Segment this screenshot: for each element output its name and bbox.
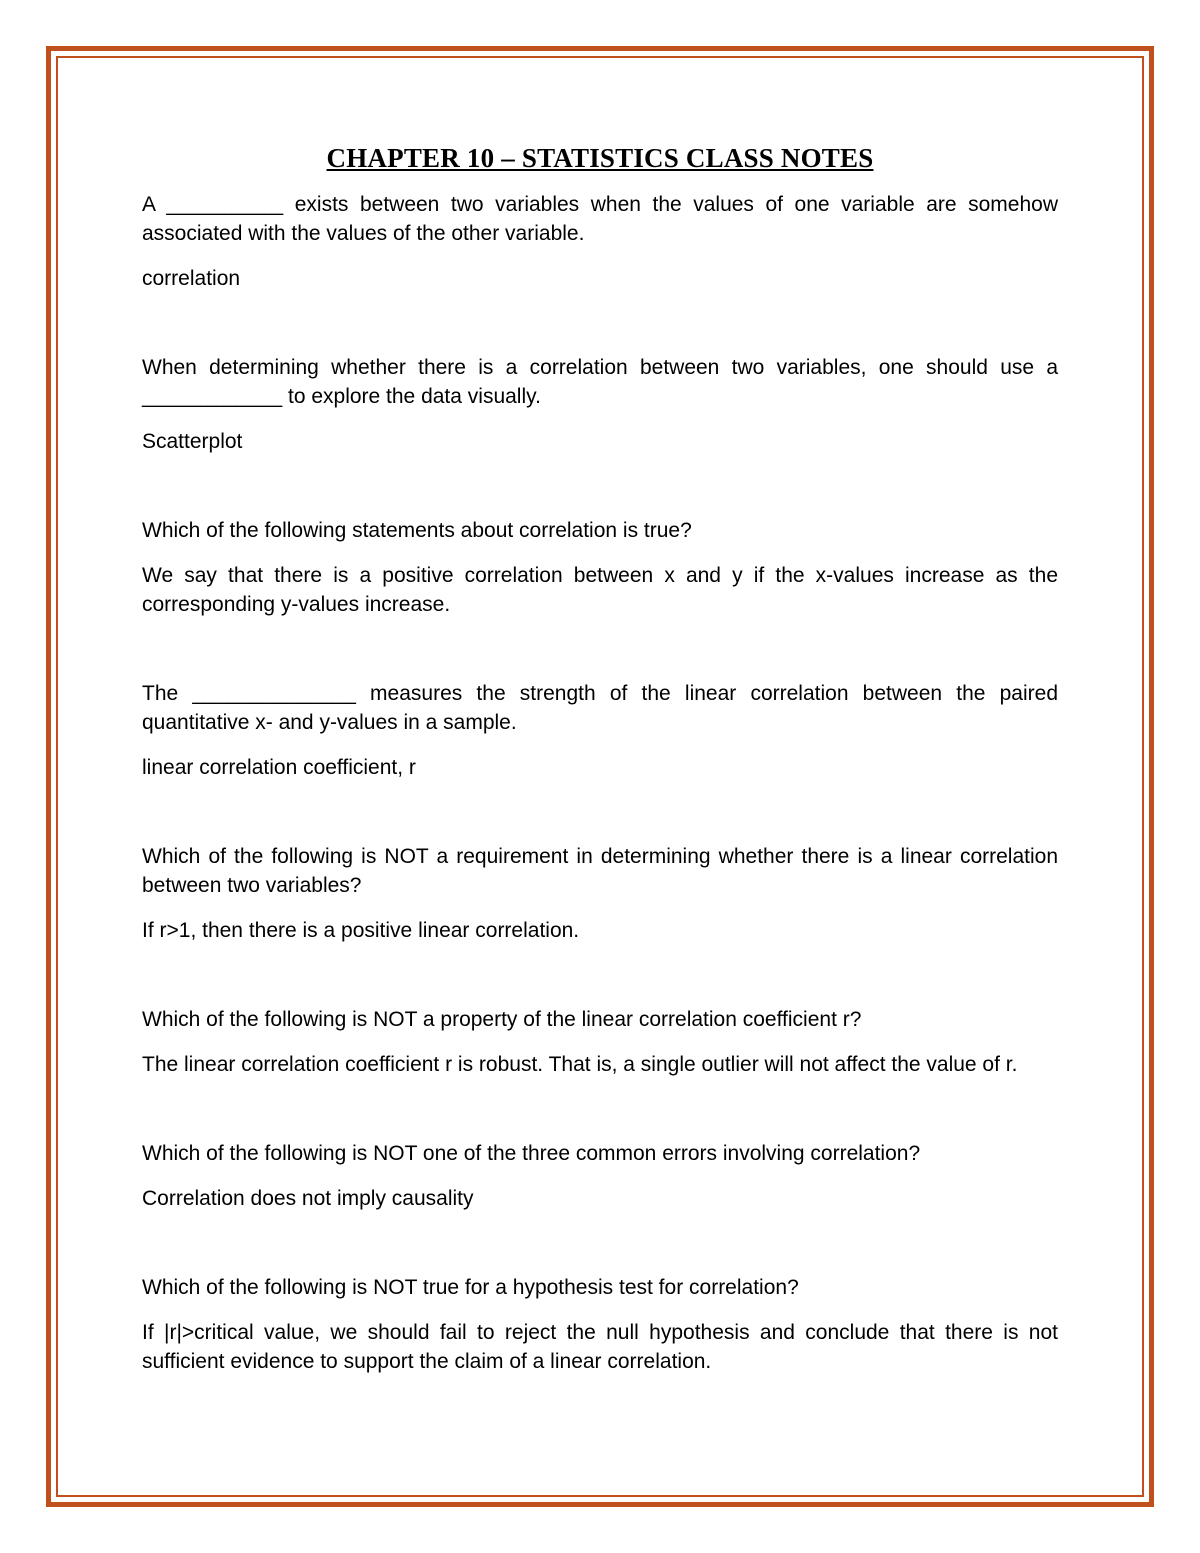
document-title: CHAPTER 10 – STATISTICS CLASS NOTES — [326, 143, 874, 173]
document-body — [142, 140, 1058, 1376]
qa-block-7 — [142, 1139, 1058, 1213]
question-5: Which of the following is NOT a requirement in determining whether there is a linear correlation between two variables? — [142, 845, 1058, 897]
qa-block-6 — [142, 1005, 1058, 1079]
answer-2: Scatterplot — [142, 430, 243, 453]
answer-4: linear correlation coefficient, r — [142, 756, 416, 779]
answer-8: If |r|>critical value, we should fail to reject the null hypothesis and conclude that there is not sufficient evidence to support the claim of a linear correlation. — [142, 1321, 1058, 1373]
qa-block-3 — [142, 516, 1058, 619]
qa-block-1 — [142, 190, 1058, 293]
question-6: Which of the following is NOT a property of the linear correlation coefficient r? — [142, 1008, 862, 1031]
answer-3: We say that there is a positive correlation between x and y if the x-values increase as the corresponding y-values increase. — [142, 564, 1058, 616]
question-4: The ______________ measures the strength of the linear correlation between the paired quantitative x- and y-values in a sample. — [142, 682, 1058, 734]
answer-6: The linear correlation coefficient r is robust. That is, a single outlier will not affect the value of r. — [142, 1053, 1018, 1076]
question-3: Which of the following statements about correlation is true? — [142, 519, 692, 542]
answer-1: correlation — [142, 267, 241, 290]
question-8: Which of the following is NOT true for a hypothesis test for correlation? — [142, 1276, 799, 1299]
question-2: When determining whether there is a correlation between two variables, one should use a ____________ to explore the data visually. — [142, 356, 1058, 408]
answer-7: Correlation does not imply causality — [142, 1187, 474, 1210]
answer-5: If r>1, then there is a positive linear correlation. — [142, 919, 580, 942]
qa-block-4 — [142, 679, 1058, 782]
question-1: A __________ exists between two variables when the values of one variable are somehow associated with the values of the other variable. — [142, 193, 1058, 245]
qa-block-2 — [142, 353, 1058, 456]
qa-block-8 — [142, 1273, 1058, 1376]
qa-block-5 — [142, 842, 1058, 945]
question-7: Which of the following is NOT one of the three common errors involving correlation? — [142, 1142, 921, 1165]
